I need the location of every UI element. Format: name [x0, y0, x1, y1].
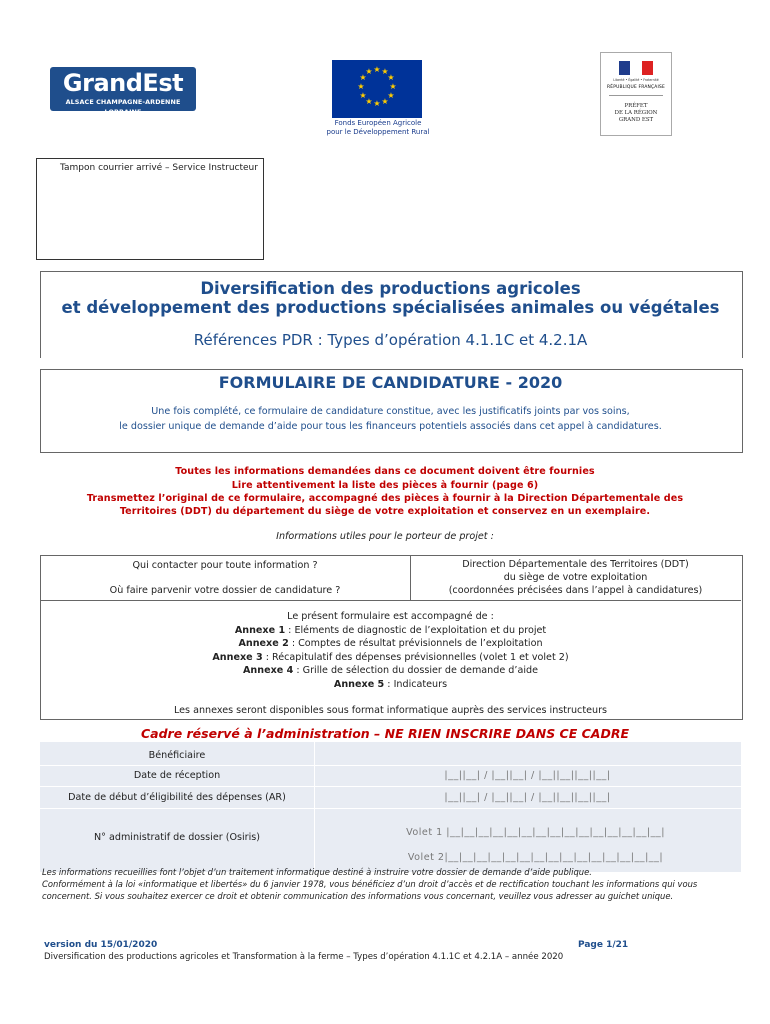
osiris-volet2-field: Volet 2|__|__|__|__|__|__|__|__|__|__|__|__|__|__|__|: [407, 852, 664, 863]
annex-text: : Eléments de diagnostic de l’exploitation et du projet: [285, 625, 547, 636]
annex-text: : Récapitulatif des dépenses prévisionnelles (volet 1 et volet 2): [262, 652, 569, 663]
annex-item: [40, 651, 741, 664]
prefet-line2: DE LA RÉGION: [614, 110, 658, 116]
svg-text:★: ★: [359, 73, 367, 82]
admin-col-divider: [314, 742, 315, 872]
pdr-references: Références PDR : Types d’opération 4.1.1C et 4.2.1A: [193, 331, 588, 349]
annex-intro: Le présent formulaire est accompagné de :: [287, 611, 494, 622]
annex-item: [40, 678, 741, 691]
admin-row-divider: [40, 765, 741, 766]
contact-answer-line2: du siège de votre exploitation: [503, 572, 648, 583]
eu-flag-logo: [332, 60, 422, 118]
french-flag-icon: [619, 61, 653, 75]
annex-item: [40, 664, 741, 677]
svg-text:★: ★: [365, 67, 373, 76]
contact-answer-line1: Direction Départementale des Territoires (DDT): [462, 559, 689, 570]
contact-table-row-divider: [40, 600, 741, 601]
grand-est-logo: [50, 67, 196, 116]
annex-item: [40, 624, 741, 637]
eu-caption-line2: pour le Développement Rural: [326, 127, 430, 136]
svg-text:★: ★: [387, 73, 395, 82]
grand-est-logo-subtext: ALSACE CHAMPAGNE-ARDENNE LORRAINE: [65, 98, 181, 116]
info-title: Informations utiles pour le porteur de projet :: [276, 531, 494, 542]
contact-question: Qui contacter pour toute information ?: [132, 560, 318, 571]
svg-text:★: ★: [389, 82, 397, 91]
reception-date-field: |__||__| / |__||__| / |__||__||__||__|: [444, 770, 611, 781]
eu-caption-line1: Fonds Européen Agricole: [334, 119, 422, 127]
reception-date-label: Date de réception: [133, 770, 221, 781]
svg-text:★: ★: [381, 67, 389, 76]
prefet-line1: PRÉFET: [624, 103, 648, 109]
form-description-line1: Une fois complété, ce formulaire de candidature constitue, avec les justificatifs joints par vos soins,: [151, 406, 630, 417]
warning-line4: Territoires (DDT) du département du siège de votre exploitation et conservez en un exemplaire.: [119, 506, 651, 517]
eligibility-date-field: |__||__| / |__||__| / |__||__||__||__|: [444, 792, 611, 803]
eu-stars-icon: [332, 60, 422, 118]
osiris-volet1-field: Volet 1 |__|__|__|__|__|__|__|__|__|__|__|__|__|__|__|: [406, 827, 665, 838]
svg-text:★: ★: [359, 91, 367, 100]
legal-notice-2: Conformément à la loi «informatique et libertés» du 6 janvier 1978, vous bénéficiez d’un droit d’accès et de rectification touchant les informations qui vous concernent. Si vous souhaitez exercer ce droit et obtenir communication des informations vous concernant, veuillez vous adresser au guichet unique.: [42, 879, 698, 901]
warning-line3: Transmettez l’original de ce formulaire, accompagné des pièces à fournir à la Direction Départementale des: [86, 493, 684, 504]
svg-text:★: ★: [373, 99, 381, 108]
svg-text:★: ★: [387, 91, 395, 100]
prefet-motto: Liberté • Égalité • Fraternité: [613, 78, 659, 82]
contact-answer: [410, 558, 741, 597]
footer-page-number: Page 1/21: [578, 940, 629, 950]
footer-description: Diversification des productions agricoles et Transformation à la ferme – Types d’opération 4.1.1C et 4.2.1A – année 2020: [44, 952, 564, 962]
form-title: FORMULAIRE DE CANDIDATURE - 2020: [218, 373, 563, 392]
prefet-line3: GRAND EST: [618, 117, 654, 123]
svg-text:★: ★: [381, 97, 389, 106]
admin-row-divider: [40, 786, 741, 787]
prefet-republic: RÉPUBLIQUE FRANÇAISE: [607, 85, 665, 90]
beneficiary-label: Bénéficiaire: [148, 750, 206, 761]
annex-item: [40, 637, 741, 650]
grand-est-logo-text: GrandEst: [62, 69, 184, 97]
annex-label: Annexe 3: [212, 652, 263, 663]
contact-answer-line3: (coordonnées précisées dans l’appel à candidatures): [448, 585, 703, 596]
annex-label: Annexe 1: [234, 625, 286, 636]
eligibility-date-label: Date de début d’éligibilité des dépenses (AR): [68, 792, 286, 803]
form-description-line2: le dossier unique de demande d’aide pour tous les financeurs potentiels associés dans cet appel à candidatures.: [119, 421, 662, 432]
doc-title-line2: et développement des productions spécialisées animales ou végétales: [61, 298, 720, 317]
annex-text: : Comptes de résultat prévisionnels de l’exploitation: [288, 638, 543, 649]
svg-text:★: ★: [365, 97, 373, 106]
stamp-box: [36, 158, 264, 260]
prefet-divider: [609, 95, 663, 96]
annex-text: : Indicateurs: [384, 679, 448, 690]
submission-question: Où faire parvenir votre dossier de candidature ?: [109, 585, 341, 596]
annex-text: : Grille de sélection du dossier de demande d’aide: [293, 665, 538, 676]
osiris-number-label: N° administratif de dossier (Osiris): [93, 832, 261, 843]
annex-note: Les annexes seront disponibles sous format informatique auprès des services instructeurs: [173, 705, 608, 716]
prefet-text: [603, 103, 669, 124]
eu-caption: [318, 119, 438, 136]
warning-line1: Toutes les informations demandées dans ce document doivent être fournies: [175, 466, 595, 477]
annex-label: Annexe 5: [333, 679, 385, 690]
annex-label: Annexe 2: [238, 638, 289, 649]
annex-label: Annexe 4: [243, 665, 294, 676]
doc-title-line1: Diversification des productions agricoles: [200, 279, 581, 298]
prefet-logo: [600, 52, 672, 136]
admin-row-divider: [40, 808, 741, 809]
admin-section-title: Cadre réservé à l’administration – NE RIEN INSCRIRE DANS CE CADRE: [140, 726, 630, 741]
stamp-label: Tampon courrier arrivé – Service Instructeur: [60, 163, 258, 173]
legal-notice-1: Les informations recueillies font l’objet d’un traitement informatique destiné à instruire votre dossier de demande d’aide publique.: [42, 867, 592, 877]
footer-version: version du 15/01/2020: [44, 940, 158, 950]
svg-text:★: ★: [373, 65, 381, 74]
warning-line2: Lire attentivement la liste des pièces à fournir (page 6): [231, 480, 539, 491]
svg-text:★: ★: [357, 82, 365, 91]
